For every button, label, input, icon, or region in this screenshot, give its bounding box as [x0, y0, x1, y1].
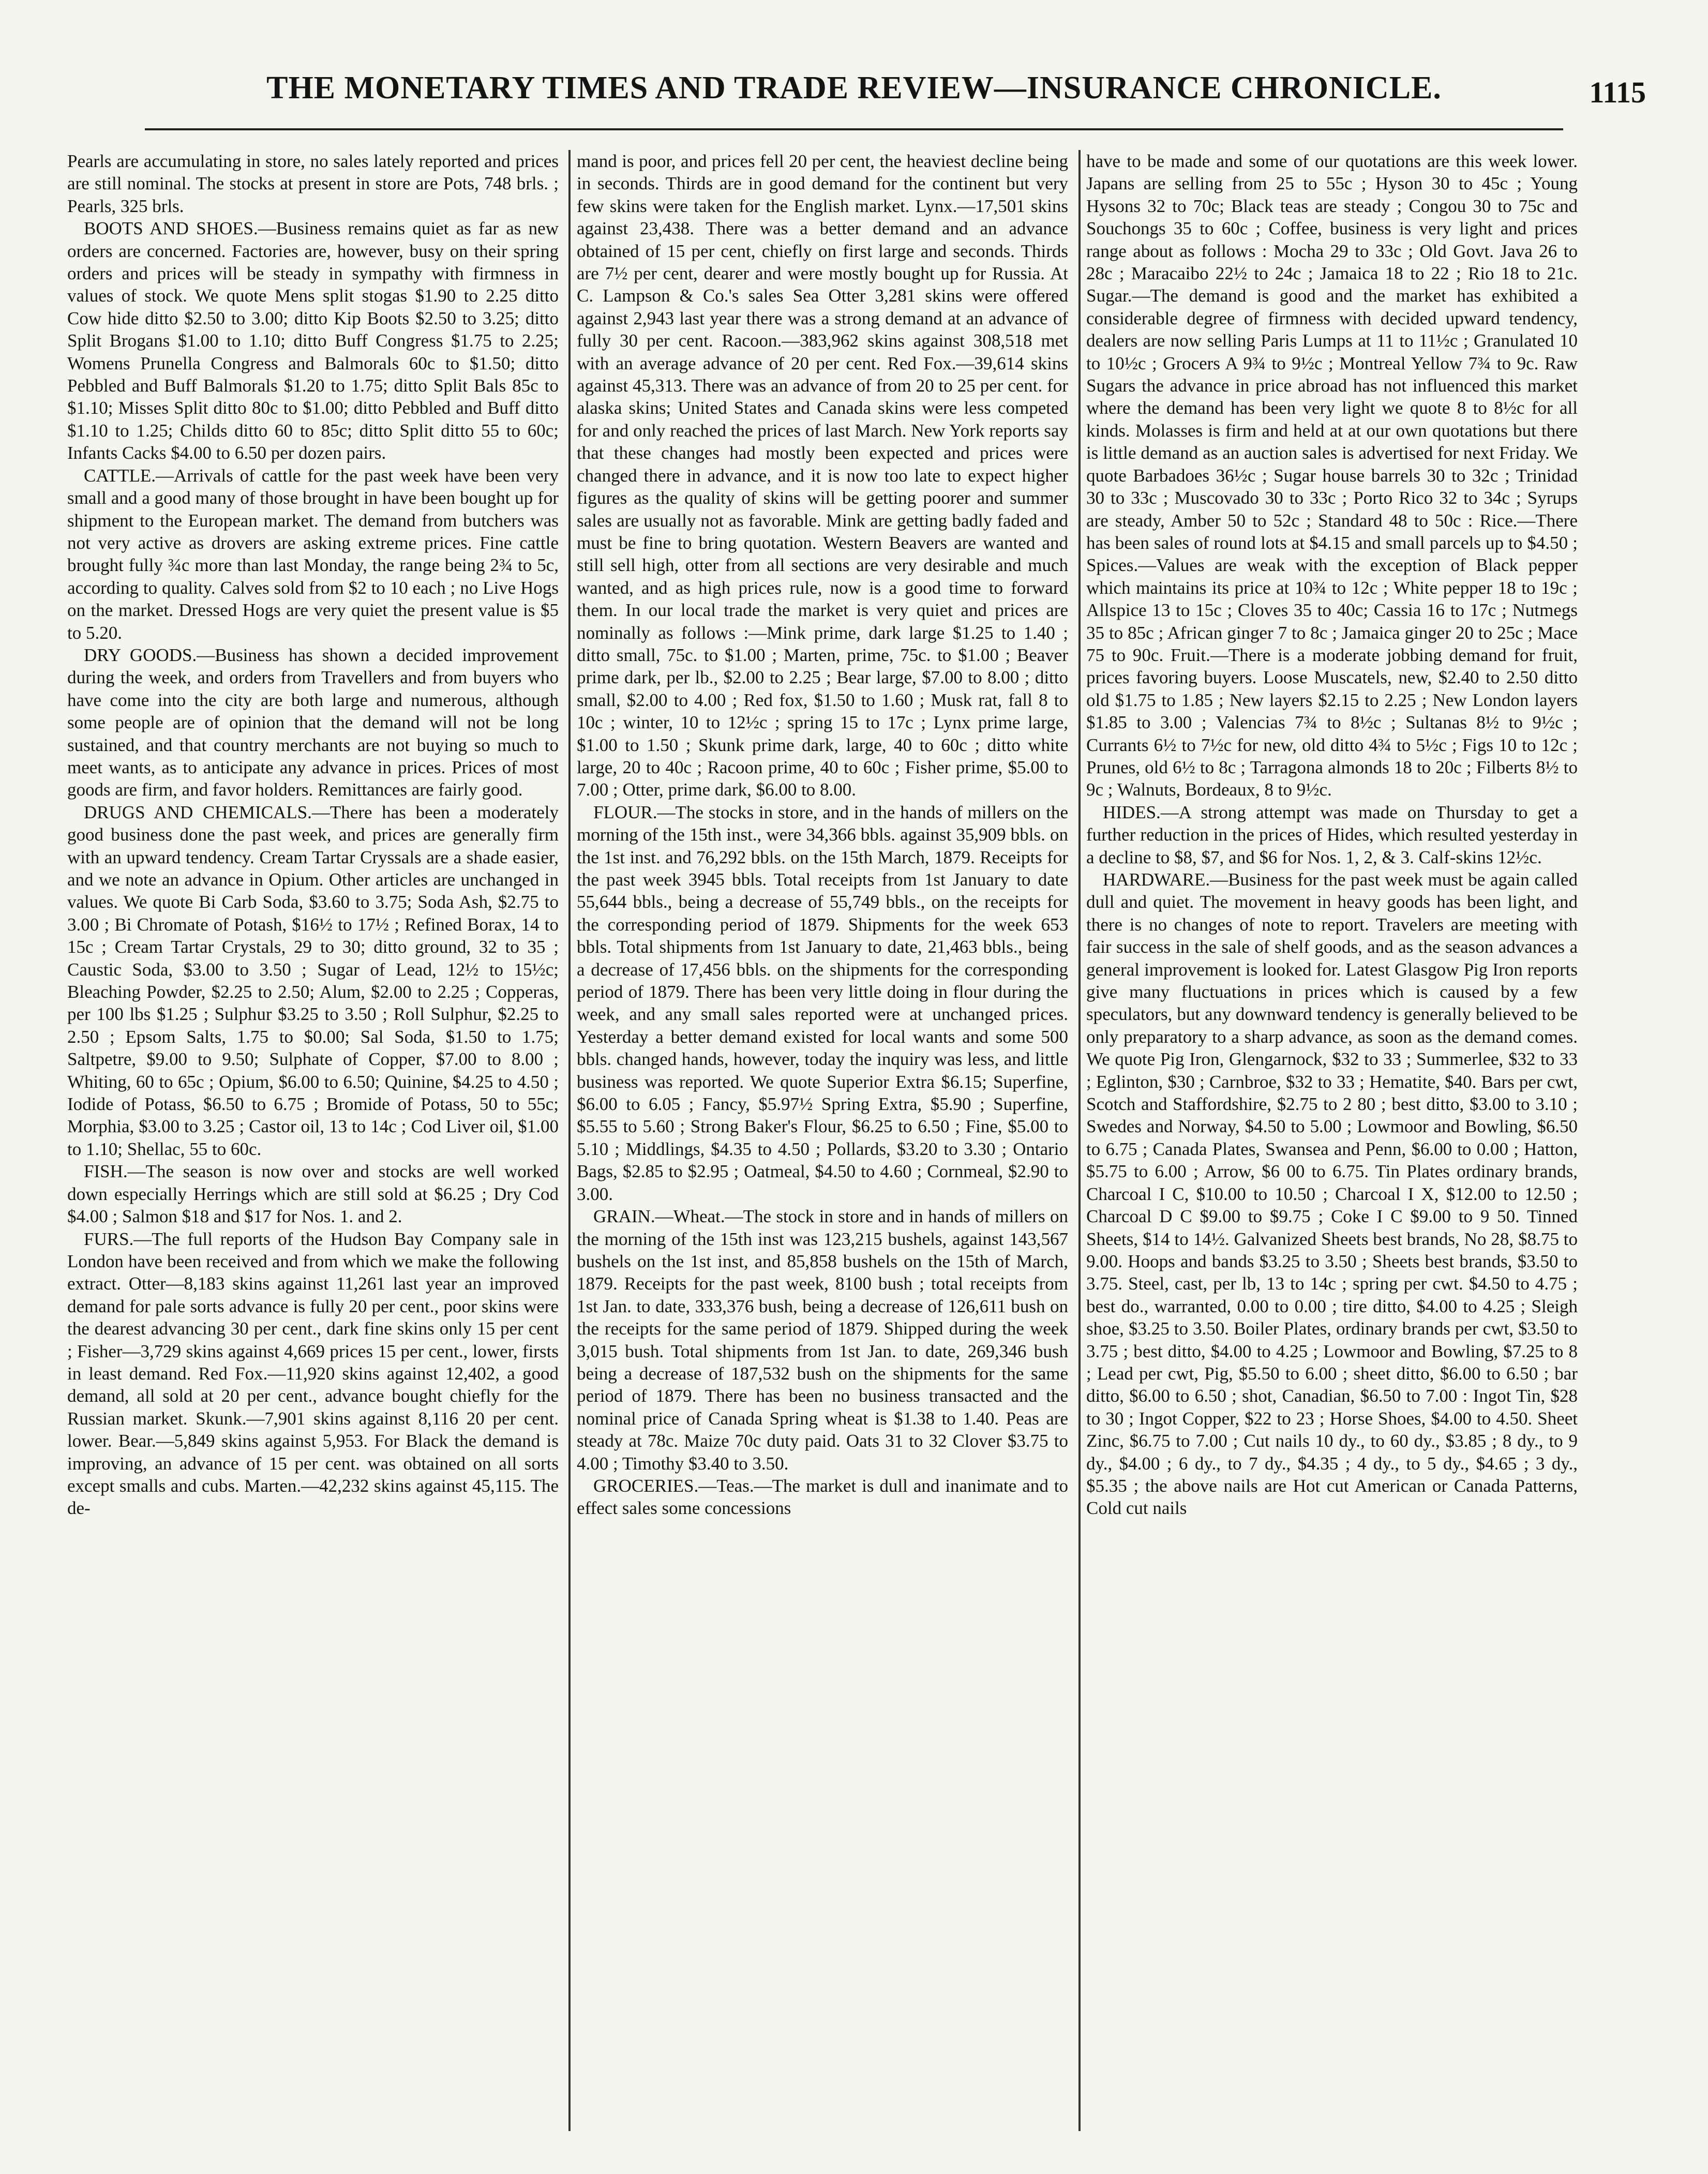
paragraph-groceries-continued: have to be made and some of our quotations are this week lower. Japans are selling from 25 to 55c ; Hyson 30 to 45c ; Young Hysons 32 to 70c; Black teas are steady ; Congou 30 to 75c and Souchongs 35 to 60c ; Coffee, business is very light and prices range about as follows : Mocha 29 to 33c ; Old Govt. Java 26 to 28c ; Maracaibo 22½ to 24c ; Jamaica 18 to 22 ; Rio 18 to 21c. Sugar.—The demand is good and the market has exhibited a considerable degree of firmness with decided upward tendency, dealers are now selling Paris Lumps at 11 to 11½c ; Granulated 10 to 10½c ; Grocers A 9¾ to 9½c ; Montreal Yellow 7¾ to 9c. Raw Sugars the advance in price abroad has not influenced this market where the demand has been very light we quote 8 to 8½c for all kinds. Molasses is firm and held at at our own quotations but there is little demand as an auction sales is advertised for next Friday. We quote Barbadoes 36½c ; Sugar house barrels 30 to 32c ; Trinidad 30 to 33c ; Muscovado 30 to 33c ; Porto Rico 32 to 34c ; Syrups are steady, Amber 50 to 52c ; Standard 48 to 50c : Rice.—There has been sales of round lots at $4.15 and small parcels up to $4.50 ; Spices.—Values are weak with the exception of Black pepper which maintains its price at 10¾ to 12c ; White pepper 18 to 19c ; Allspice 13 to 15c ; Cloves 35 to 40c; Cassia 16 to 17c ; Nutmegs 35 to 85c ; African ginger 7 to 8c ; Jamaica ginger 20 to 25c ; Mace 75 to 90c. Fruit.—There is a moderate jobbing demand for fruit, prices favoring buyers. Loose Muscatels, new, $2.40 to 2.50 ditto old $1.75 to 1.85 ; New layers $2.15 to 2.25 ; New London layers $1.85 to 3.00 ; Valencias 7¾ to 8½c ; Sultanas 8½ to 9½c ; Currants 6½ to 7½c for new, old ditto 4¾ to 5½c ; Figs 10 to 12c ; Prunes, old 6½ to 8c ; Tarragona almonds 18 to 20c ; Filberts 8½ to 9c ; Walnuts, Bordeaux, 8 to 9½c.	[1086, 151, 1578, 800]
article-columns	[67, 150, 1578, 2131]
paragraph-boots-and-shoes: BOOTS AND SHOES.—Business remains quiet as far as new orders are concerned. Factories are, however, busy on their spring orders and prices will be steady in sympathy with firmness in values of stock. We quote Mens split stogas $1.90 to 2.25 ditto Cow hide ditto $2.50 to 3.00; ditto Kip Boots $2.50 to 3.25; ditto Split Brogans $1.00 to 1.10; ditto Buff Congress $1.75 to 2.25; Womens Prunella Congress and Balmorals 60c to $1.50; ditto Pebbled and Buff Balmorals $1.20 to 1.75; ditto Split Bals 85c to $1.10; Misses Split ditto 80c to $1.00; ditto Pebbled and Buff ditto $1.10 to 1.25; Childs ditto 60 to 85c; ditto Split ditto 55 to 60c; Infants Cacks $4.00 to 6.50 per dozen pairs.	[67, 218, 559, 463]
paragraph-hides: HIDES.—A strong attempt was made on Thursday to get a further reduction in the prices of Hides, which resulted yesterday in a decline to $8, $7, and $6 for Nos. 1, 2, & 3. Calf-skins 12½c.	[1086, 802, 1578, 867]
paragraph-cattle: CATTLE.—Arrivals of cattle for the past week have been very small and a good many of those brought in have been bought up for shipment to the European market. The demand from butchers was not very active as drovers are asking extreme prices. Fine cattle brought fully ¾c more than last Monday, the range being 2¾ to 5c, according to quality. Calves sold from $2 to 10 each ; no Live Hogs on the market. Dressed Hogs are very quiet the present value is $5 to 5.20.	[67, 465, 559, 643]
paragraph-drugs-and-chemicals: DRUGS AND CHEMICALS.—There has been a moderately good business done the past week, and prices are generally firm with an upward tendency. Cream Tartar Cryssals are a shade easier, and we note an advance in Opium. Other articles are unchanged in values. We quote Bi Carb Soda, $3.60 to 3.75; Soda Ash, $2.75 to 3.00 ; Bi Chromate of Potash, $16½ to 17½ ; Refined Borax, 14 to 15c ; Cream Tartar Crystals, 29 to 30; ditto ground, 32 to 35 ; Caustic Soda, $3.00 to 3.50 ; Sugar of Lead, 12½ to 15½c; Bleaching Powder, $2.25 to 2.50; Alum, $2.00 to 2.25 ; Copperas, per 100 lbs $1.25 ; Sulphur $3.25 to 3.50 ; Roll Sulphur, $2.25 to 2.50 ; Epsom Salts, 1.75 to $0.00; Sal Soda, $1.50 to 1.75; Saltpetre, $9.00 to 9.50; Sulphate of Copper, $7.00 to 8.00 ; Whiting, 60 to 65c ; Opium, $6.00 to 6.50; Quinine, $4.25 to 4.50 ; Iodide of Potass, $6.50 to 6.75 ; Bromide of Potass, 50 to 55c; Morphia, $3.00 to 3.25 ; Castor oil, 13 to 14c ; Cod Liver oil, $1.00 to 1.10; Shellac, 55 to 60c.	[67, 802, 559, 1159]
column-1	[67, 150, 559, 2131]
paragraph-hardware: HARDWARE.—Business for the past week must be again called dull and quiet. The movement in heavy goods has been light, and there is no changes of note to report. Travelers are meeting with fair success in the sale of shelf goods, and as the season advances a general improvement is looked for. Latest Glasgow Pig Iron reports give many fluctuations in prices which is caused by a few speculators, but any downward tendency is generally believed to be only preparatory to a sharp advance, as soon as the demand comes. We quote Pig Iron, Glengarnock, $32 to 33 ; Summerlee, $32 to 33 ; Eglinton, $30 ; Carnbroe, $32 to 33 ; Hematite, $40. Bars per cwt, Scotch and Staffordshire, $2.75 to 2 80 ; best ditto, $3.00 to 3.10 ; Swedes and Norway, $4.50 to 5.00 ; Lowmoor and Bowling, $6.50 to 6.75 ; Canada Plates, Swansea and Penn, $6.00 to 0.00 ; Hatton, $5.75 to 6.00 ; Arrow, $6 00 to 6.75. Tin Plates ordinary brands, Charcoal I C, $10.00 to 10.50 ; Charcoal I X, $12.00 to 12.50 ; Charcoal D C $9.00 to $9.75 ; Coke I C $9.00 to 9 50. Tinned Sheets, $14 to 14½. Galvanized Sheets best brands, No 28, $8.75 to 9.00. Hoops and bands $3.25 to 3.50 ; Sheets best brands, $3.50 to 3.75. Steel, cast, per lb, 13 to 14c ; spring per cwt. $4.50 to 4.75 ; best do., warranted, 0.00 to 0.00 ; tire ditto, $4.00 to 4.25 ; Sleigh shoe, $3.25 to 3.50. Boiler Plates, ordinary brands per cwt, $3.50 to 3.75 ; best ditto, $4.00 to 4.25 ; Lowmoor and Bowling, $7.25 to 8 ; Lead per cwt, Pig, $5.50 to 6.00 ; sheet ditto, $6.00 to 6.50 ; bar ditto, $6.00 to 6.50 ; shot, Canadian, $6.50 to 7.00 : Ingot Tin, $28 to 30 ; Ingot Copper, $22 to 23 ; Horse Shoes, $4.00 to 4.50. Sheet Zinc, $6.75 to 7.00 ; Cut nails 10 dy., to 60 dy., $3.85 ; 8 dy., to 9 dy., $4.00 ; 6 dy., to 7 dy., $4.35 ; 4 dy., to 5 dy., $4.65 ; 3 dy., $5.35 ; the above nails are Hot cut American or Canada Patterns, Cold cut nails	[1086, 869, 1578, 1519]
running-title: THE MONETARY TIMES AND TRADE REVIEW—INSURANCE CHRONICLE.	[266, 70, 1442, 106]
column-3	[1086, 150, 1578, 2131]
paragraph-furs-continued: mand is poor, and prices fell 20 per cent, the heaviest decline being in seconds. Thirds are in good demand for the continent but very few skins were taken for the English market. Lynx.—17,501 skins against 23,438. There was a better demand and an advance obtained of 15 per cent, chiefly on first large and seconds. Thirds are 7½ per cent, dearer and were mostly bought up for Russia. At C. Lampson & Co.'s sales Sea Otter 3,281 skins were offered against 2,943 last year there was a strong demand at an advance of fully 30 per cent. Racoon.—383,962 skins against 308,518 met with an average advance of 20 per cent. Red Fox.—39,614 skins against 45,313. There was an advance of from 20 to 25 per cent. for alaska skins; United States and Canada skins were less competed for and only reached the prices of last March. New York reports say that these changes had mostly been expected and prices were changed there in advance, and it is now too late to expect higher figures as the quality of skins will be getting poorer and summer sales are usually not as favorable. Mink are getting badly faded and must be fine to bring quotation. Western Beavers are wanted and still sell high, otter from all sections are very desirable and much wanted, and as high prices rule, now is a good time to forward them. In our local trade the market is very quiet and prices are nominally as follows :—Mink prime, dark large $1.25 to 1.40 ; ditto small, 75c. to $1.00 ; Marten, prime, 75c. to $1.00 ; Beaver prime dark, per lb., $2.00 to 2.25 ; Bear large, $7.00 to 8.00 ; ditto small, $2.00 to 4.00 ; Red fox, $1.50 to 1.60 ; Musk rat, fall 8 to 10c ; winter, 10 to 12½c ; spring 15 to 17c ; Lynx prime large, $1.00 to 1.50 ; Skunk prime dark, large, 40 to 60c ; ditto white large, 20 to 40c ; Racoon prime, 40 to 60c ; Fisher prime, $5.00 to 7.00 ; Otter, prime dark, $6.00 to 8.00.	[577, 151, 1068, 800]
column-2	[577, 150, 1068, 2131]
page-number: 1115	[1589, 76, 1646, 109]
paragraph-furs: FURS.—The full reports of the Hudson Bay Company sale in London have been received and from which we make the following extract. Otter—8,183 skins against 11,261 last year an improved demand for pale sorts advance is fully 20 per cent., poor skins were the dearest advancing 30 per cent., dark fine skins only 15 per cent ; Fisher—3,729 skins against 4,669 prices 15 per cent., lower, firsts in least demand. Red Fox.—11,920 skins against 12,402, a good demand, all sold at 20 per cent., advance bought chiefly for the Russian market. Skunk.—7,901 skins against 8,116 20 per cent. lower. Bear.—5,849 skins against 5,953. For Black the demand is improving, an advance of 15 per cent. was obtained on all sorts except smalls and cubs. Marten.—42,232 skins against 45,115. The de-	[67, 1228, 559, 1519]
paragraph-dry-goods: DRY GOODS.—Business has shown a decided improvement during the week, and orders from Travellers and from buyers who have come into the city are both large and numerous, although some people are of opinion that the demand will not be long sustained, and that country merchants are not buying so much to meet wants, as to anticipate any advance in prices. Prices of most goods are firm, and favor holders. Remittances are fairly good.	[67, 644, 559, 800]
paragraph-groceries: GROCERIES.—Teas.—The market is dull and inanimate and to effect sales some concessions	[577, 1475, 1068, 1519]
header-rule	[145, 128, 1563, 130]
paragraph-flour: FLOUR.—The stocks in store, and in the hands of millers on the morning of the 15th inst., were 34,366 bbls. against 35,909 bbls. on the 1st inst. and 76,292 bbls. on the 15th March, 1879. Receipts for the past week 3945 bbls. Total receipts from 1st January to date 55,644 bbls., being a decrease of 55,749 bbls., on the receipts for the corresponding period of 1879. Shipments for the week 653 bbls. Total shipments from 1st January to date, 21,463 bbls., being a decrease of 17,456 bbls. on the shipments for the corresponding period of 1879. There has been very little doing in flour during the week, and any small sales reported were at unchanged prices. Yesterday a better demand existed for local wants and some 500 bbls. changed hands, however, today the inquiry was less, and little business was reported. We quote Superior Extra $6.15; Superfine, $6.00 to 6.05 ; Fancy, $5.97½ Spring Extra, $5.90 ; Superfine, $5.55 to 5.60 ; Strong Baker's Flour, $6.25 to 6.50 ; Fine, $5.00 to 5.10 ; Middlings, $4.35 to 4.50 ; Pollards, $3.20 to 3.30 ; Ontario Bags, $2.85 to $2.95 ; Oatmeal, $4.50 to 4.60 ; Cornmeal, $2.90 to 3.00.	[577, 802, 1068, 1204]
paragraph-pearls: Pearls are accumulating in store, no sales lately reported and prices are still nominal. The stocks at present in store are Pots, 748 brls. ; Pearls, 325 brls.	[67, 151, 559, 216]
paragraph-grain: GRAIN.—Wheat.—The stock in store and in hands of millers on the morning of the 15th inst was 123,215 bushels, against 143,567 bushels on the 1st inst, and 85,858 bushels on the 15th of March, 1879. Receipts for the past week, 8100 bush ; total receipts from 1st Jan. to date, 333,376 bush, being a decrease of 126,611 bush on the receipts for the same period of 1879. Shipped during the week 3,015 bush. Total shipments from 1st Jan. to date, 269,346 bush being a decrease of 187,532 bush on the shipments for the same period of 1879. There has been no business transacted and the nominal price of Canada Spring wheat is $1.38 to 1.40. Peas are steady at 78c. Maize 70c duty paid. Oats 31 to 32 Clover $3.75 to 4.00 ; Timothy $3.40 to 3.50.	[577, 1206, 1068, 1474]
paragraph-fish: FISH.—The season is now over and stocks are well worked down especially Herrings which are still sold at $6.25 ; Dry Cod $4.00 ; Salmon $18 and $17 for Nos. 1. and 2.	[67, 1161, 559, 1227]
page-header	[47, 70, 1661, 116]
